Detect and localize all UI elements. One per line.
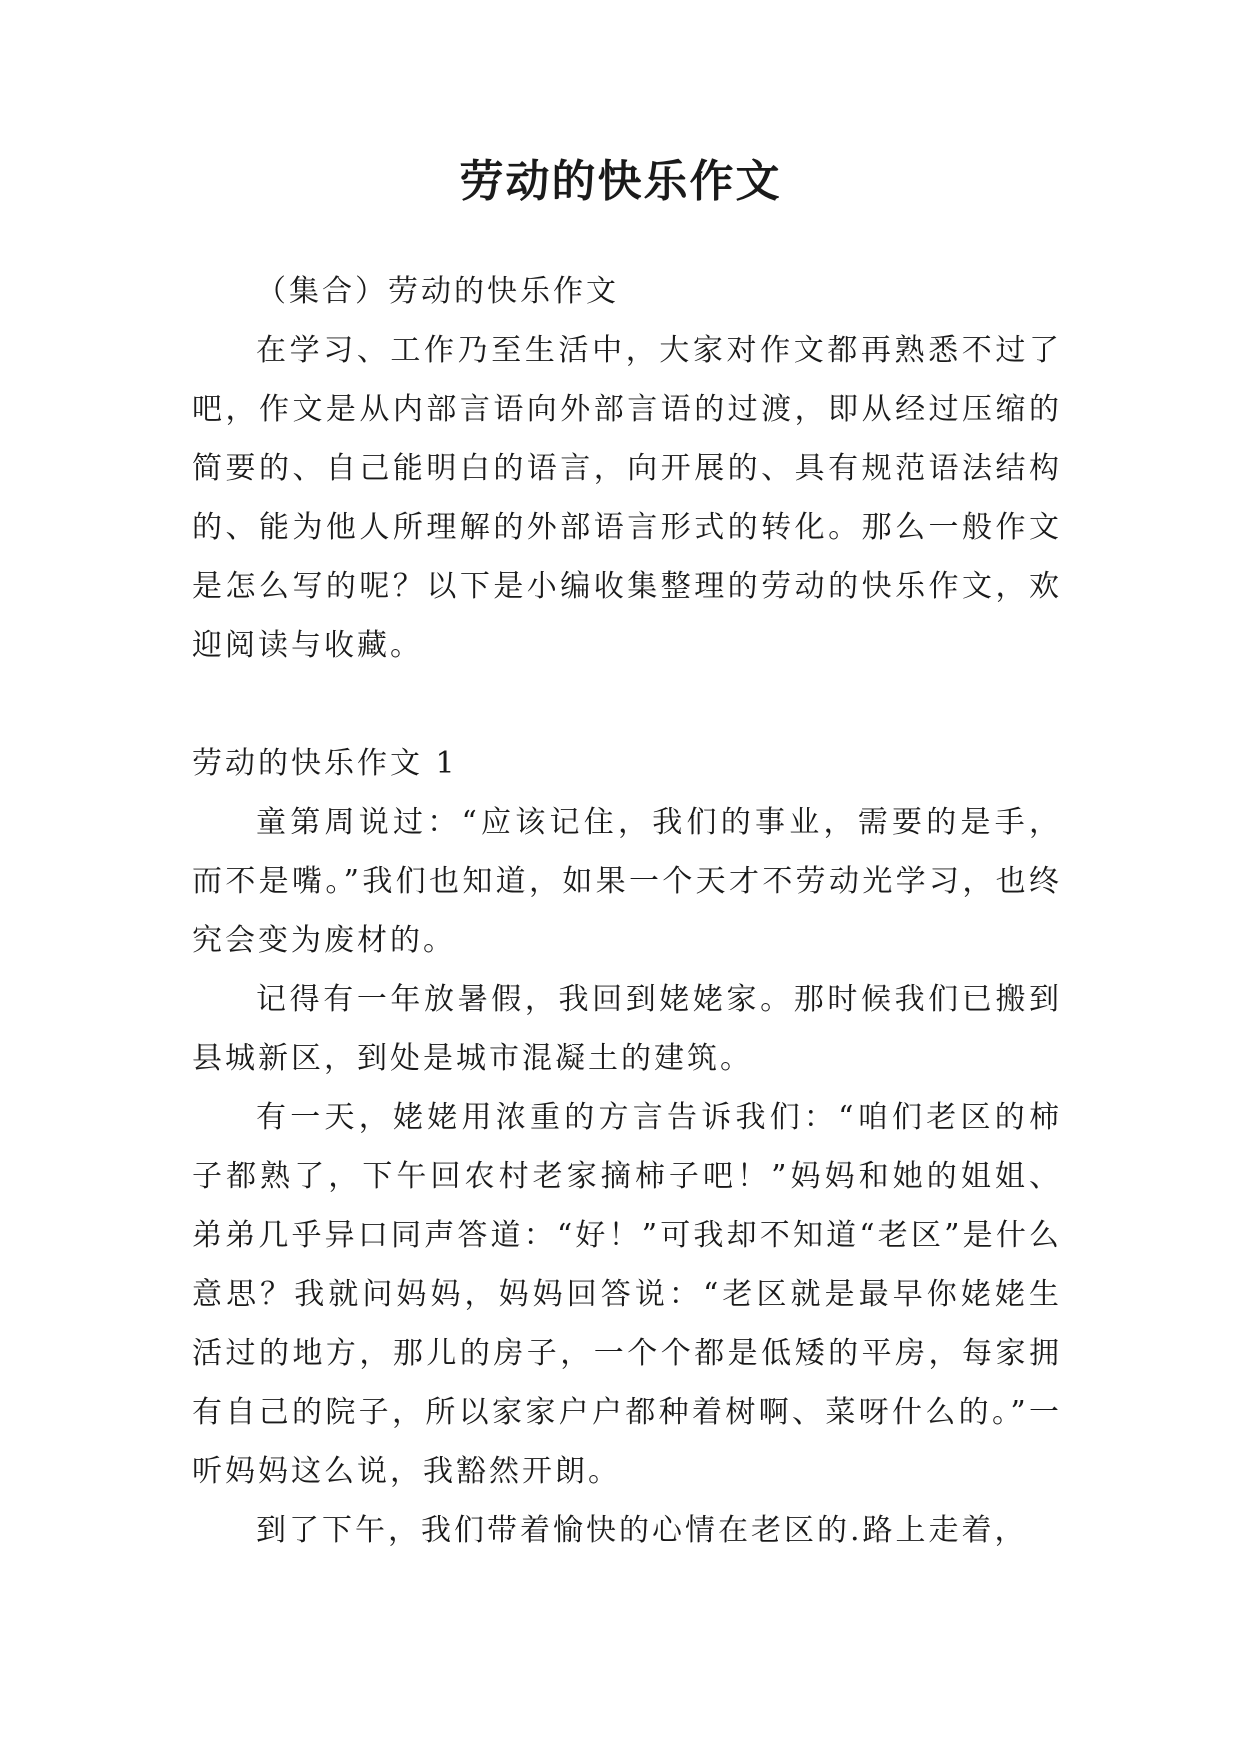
section-heading: 劳动的快乐作文 1 (192, 746, 458, 781)
document-title: 劳动的快乐作文 (459, 156, 782, 207)
subtitle: （集合）劳动的快乐作文 (256, 274, 619, 309)
document-body (192, 262, 1062, 1560)
spacer (192, 675, 1062, 734)
body-paragraph: 童第周说过：“应该记住，我们的事业，需要的是手，而不是嘴。”我们也知道，如果一个天才不劳动光学习，也终究会变为废材的。 (192, 805, 1062, 958)
body-paragraph: 到了下午，我们带着愉快的心情在老区的.路上走着， (256, 1513, 1028, 1548)
body-paragraph: 记得有一年放暑假，我回到姥姥家。那时候我们已搬到县城新区，到处是城市混凝土的建筑。 (192, 982, 1062, 1076)
intro-paragraph: 在学习、工作乃至生活中，大家对作文都再熟悉不过了吧，作文是从内部言语向外部言语的过渡，即从经过压缩的简要的、自己能明白的语言，向开展的、具有规范语法结构的、能为他人所理解的外部语言形式的转化。那么一般作文是怎么写的呢？以下是小编收集整理的劳动的快乐作文，欢迎阅读与收藏。 (192, 333, 1062, 663)
body-paragraph: 有一天，姥姥用浓重的方言告诉我们：“咱们老区的柿子都熟了，下午回农村老家摘柿子吧！”妈妈和她的姐姐、弟弟几乎异口同声答道：“好！”可我却不知道“老区”是什么意思？我就问妈妈，妈妈回答说：“老区就是最早你姥姥生活过的地方，那儿的房子，一个个都是低矮的平房，每家拥有自己的院子，所以家家户户都种着树啊、菜呀什么的。”一听妈妈这么说，我豁然开朗。 (192, 1100, 1062, 1489)
